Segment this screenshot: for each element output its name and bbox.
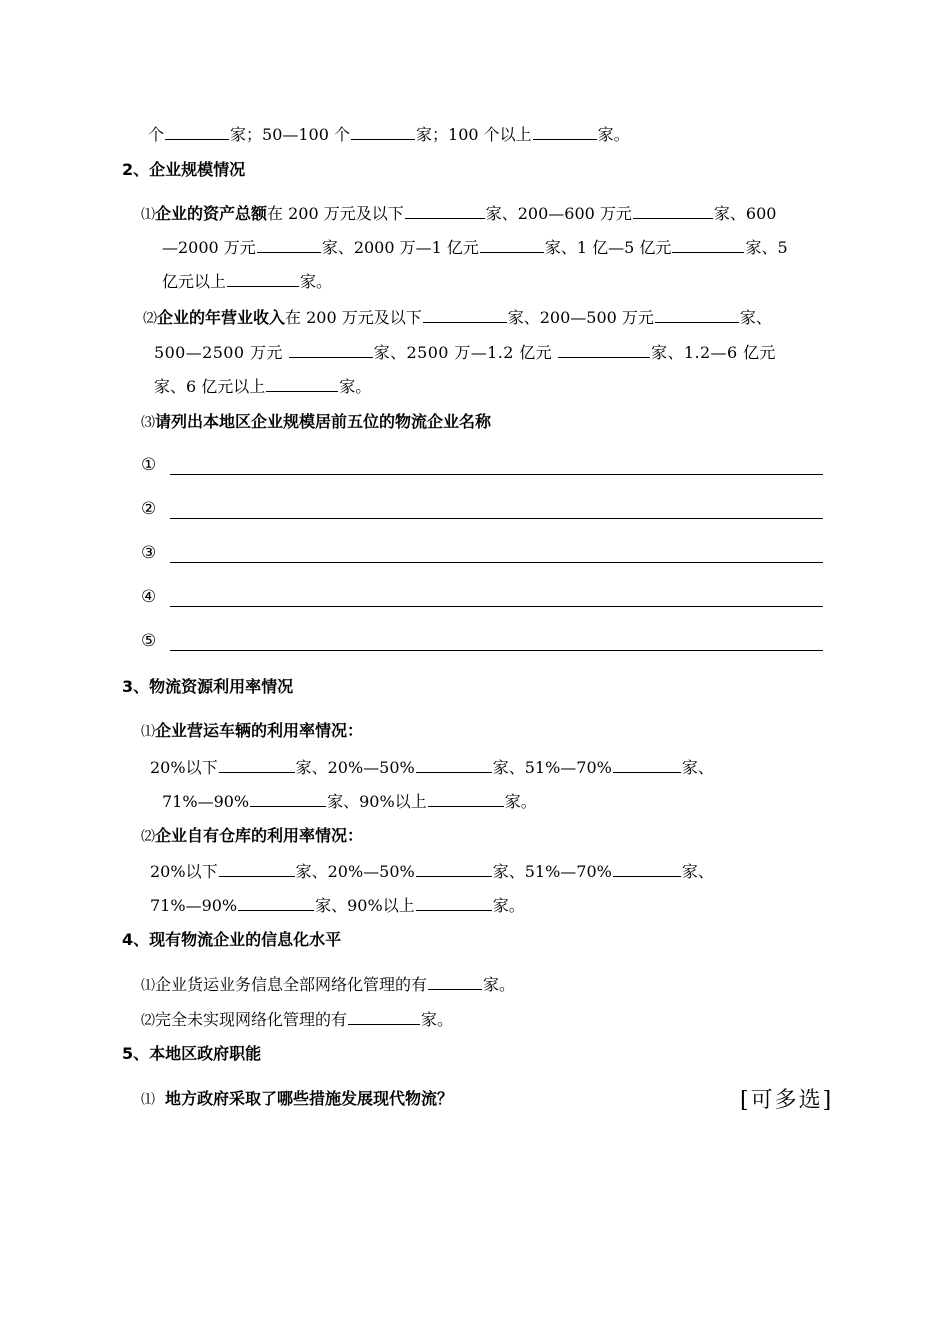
answer-line[interactable] — [170, 474, 823, 475]
fill-blank[interactable] — [416, 756, 492, 773]
q2-3-label-line — [141, 411, 491, 434]
fill-blank[interactable] — [416, 860, 492, 877]
fill-blank[interactable] — [238, 894, 314, 911]
q4-1-line — [141, 973, 515, 997]
q2-1-line-3 — [162, 270, 332, 293]
question-label: 企业自有仓库的利用率情况： — [155, 826, 364, 845]
text: 亿元以上 — [162, 272, 227, 291]
text: 家、90%以上 — [327, 792, 427, 811]
text: 完全未实现网络化管理的有 — [155, 1010, 348, 1029]
question-number: ⑶ — [141, 415, 155, 431]
q5-1-line — [141, 1088, 453, 1111]
rank-mark: ① — [141, 455, 157, 475]
fill-blank[interactable] — [257, 236, 321, 253]
text: 家；100 个以上 — [416, 125, 532, 144]
fill-blank[interactable] — [348, 1008, 420, 1025]
text: 家、5 — [745, 238, 788, 257]
fill-blank[interactable] — [416, 894, 492, 911]
question-number: ⑴ — [141, 1092, 155, 1108]
rank-mark: ⑤ — [141, 631, 157, 651]
section-3-title: 3、物流资源利用率情况 — [122, 677, 294, 696]
text: 家、200—500 万元 — [507, 308, 654, 327]
question-number: ⑵ — [141, 1013, 155, 1029]
continuation-line — [148, 123, 630, 146]
section-2-title: 2、企业规模情况 — [122, 160, 246, 179]
text: 家。 — [504, 792, 537, 811]
answer-line[interactable] — [170, 562, 823, 563]
section-5-title: 5、本地区政府职能 — [122, 1044, 262, 1063]
q4-2-line — [141, 1008, 453, 1032]
q3-1-label-line — [141, 720, 363, 743]
fill-blank[interactable] — [428, 973, 482, 990]
text: 家；50—100 个 — [230, 125, 351, 144]
fill-blank[interactable] — [219, 756, 295, 773]
fill-blank[interactable] — [655, 306, 739, 323]
question-label: 企业的年营业收入 — [157, 308, 286, 327]
text: 家、 — [681, 862, 714, 881]
text: 家、51%—70% — [492, 758, 612, 777]
text: 企业货运业务信息全部网络化管理的有 — [155, 975, 428, 994]
fill-blank[interactable] — [405, 202, 485, 219]
text: 家。 — [339, 377, 372, 396]
q3-1-line-1 — [150, 756, 714, 779]
text: 家、1.2—6 亿元 — [651, 343, 776, 362]
text: 家。 — [421, 1010, 454, 1029]
fill-blank[interactable] — [227, 270, 299, 287]
text: 家、 — [739, 308, 772, 327]
fill-blank[interactable] — [165, 123, 229, 140]
q2-1-line-2 — [162, 236, 788, 259]
text: —2000 万元 — [162, 238, 256, 257]
q3-2-line-2 — [150, 894, 525, 917]
fill-blank[interactable] — [351, 123, 415, 140]
answer-line[interactable] — [170, 606, 823, 607]
q2-2-line-1 — [143, 306, 772, 330]
question-label: 企业的资产总额 — [155, 204, 268, 223]
question-number: ⑵ — [141, 829, 155, 845]
text: 家、2000 万—1 亿元 — [321, 238, 479, 257]
text: 家。 — [483, 975, 516, 994]
q3-2-label-line — [141, 825, 363, 848]
question-label: 请列出本地区企业规模居前五位的物流企业名称 — [155, 412, 492, 431]
text: 在 200 万元及以下 — [267, 204, 404, 223]
rank-mark: ② — [141, 499, 157, 519]
text: 家、20%—50% — [295, 862, 415, 881]
answer-line[interactable] — [170, 650, 823, 651]
q3-1-line-2 — [162, 790, 537, 813]
fill-blank[interactable] — [613, 756, 681, 773]
question-label: 企业营运车辆的利用率情况： — [155, 721, 364, 740]
answer-line[interactable] — [170, 518, 823, 519]
question-number: ⑵ — [143, 311, 157, 327]
question-label: 地方政府采取了哪些措施发展现代物流？ — [165, 1089, 454, 1108]
multi-select-note: [可多选] — [740, 1088, 834, 1113]
text: 20%以下 — [150, 862, 218, 881]
question-number: ⑴ — [141, 207, 155, 223]
rank-mark: ③ — [141, 543, 157, 563]
text: 在 200 万元及以下 — [285, 308, 422, 327]
fill-blank[interactable] — [533, 123, 597, 140]
q2-2-line-2 — [154, 341, 776, 364]
fill-blank[interactable] — [672, 236, 744, 253]
q2-1-line-1 — [141, 202, 776, 226]
text: 个 — [148, 125, 165, 144]
fill-blank[interactable] — [613, 860, 681, 877]
text: 家、51%—70% — [492, 862, 612, 881]
text: 家、2500 万—1.2 亿元 — [373, 343, 553, 362]
question-number: ⑴ — [141, 978, 155, 994]
fill-blank[interactable] — [633, 202, 713, 219]
fill-blank[interactable] — [250, 790, 326, 807]
text: 家、600 — [713, 204, 777, 223]
text: 71%—90% — [162, 792, 250, 811]
text: 家、1 亿—5 亿元 — [544, 238, 672, 257]
text: 500—2500 万元 — [154, 343, 283, 362]
q3-2-line-1 — [150, 860, 714, 883]
rank-row-4[interactable] — [141, 587, 823, 609]
text: 家。 — [300, 272, 333, 291]
text: 家。 — [492, 896, 525, 915]
fill-blank[interactable] — [480, 236, 544, 253]
rank-row-5[interactable] — [141, 631, 823, 653]
fill-blank[interactable] — [266, 375, 338, 392]
rank-mark: ④ — [141, 587, 157, 607]
text: 家。 — [597, 125, 630, 144]
question-number: ⑴ — [141, 724, 155, 740]
text: 家、90%以上 — [315, 896, 415, 915]
text: 家、 — [681, 758, 714, 777]
text: 家、6 亿元以上 — [154, 377, 266, 396]
fill-blank[interactable] — [423, 306, 507, 323]
section-4-title: 4、现有物流企业的信息化水平 — [122, 930, 342, 949]
rank-row-1[interactable] — [141, 455, 823, 477]
fill-blank[interactable] — [219, 860, 295, 877]
text: 家、200—600 万元 — [485, 204, 632, 223]
fill-blank[interactable] — [289, 341, 373, 358]
text: 71%—90% — [150, 896, 238, 915]
q2-2-line-3 — [154, 375, 371, 398]
rank-row-3[interactable] — [141, 543, 823, 565]
fill-blank[interactable] — [428, 790, 504, 807]
text: 家、20%—50% — [295, 758, 415, 777]
rank-row-2[interactable] — [141, 499, 823, 521]
text: 20%以下 — [150, 758, 218, 777]
fill-blank[interactable] — [558, 341, 650, 358]
